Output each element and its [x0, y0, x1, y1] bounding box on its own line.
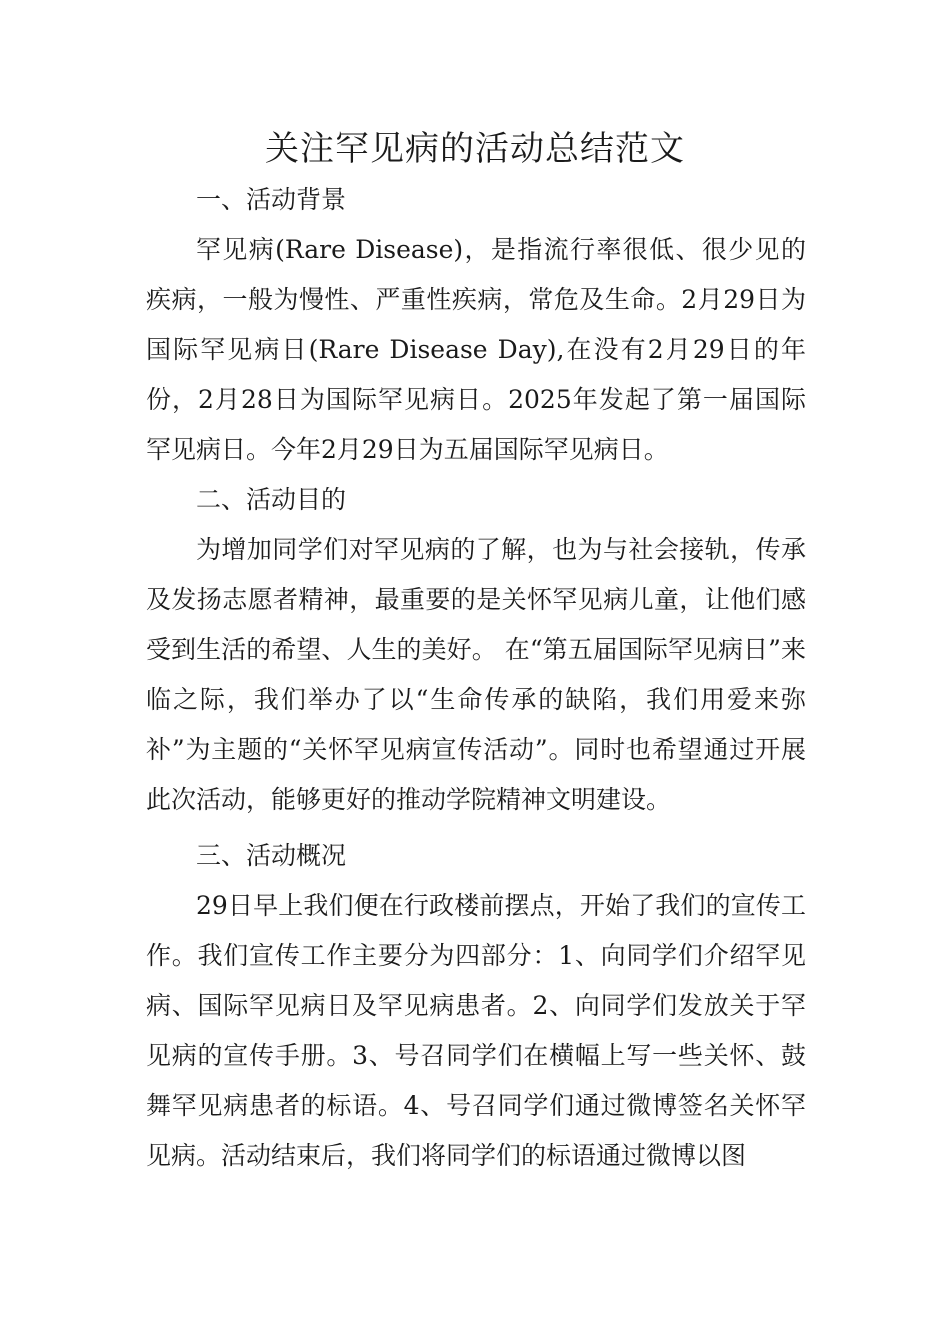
- section-paragraph-background: 罕见病(Rare Disease)，是指流行率很低、很少见的疾病，一般为慢性、严重性疾病，常危及生命。2月29日为国际罕见病日(Rare Disease Day),在没有2月29日的年份，2月28日为国际罕见病日。2025年发起了第一届国际罕见病日。今年2月29日为五届国际罕见病日。: [146, 235, 806, 464]
- section-paragraph-overview: 29日早上我们便在行政楼前摆点，开始了我们的宣传工作。我们宣传工作主要分为四部分：1、向同学们介绍罕见病、国际罕见病日及罕见病患者。2、向同学们发放关于罕见病的宣传手册。3、号召同学们在横幅上写一些关怀、鼓舞罕见病患者的标语。4、号召同学们通过微博签名关怀罕见病。活动结束后，我们将同学们的标语通过微博以图: [146, 891, 806, 1170]
- document-body: [146, 175, 806, 1181]
- document-title: 关注罕见病的活动总结范文: [265, 129, 685, 169]
- section-heading-overview: 三、活动概况: [196, 841, 347, 870]
- section-paragraph-purpose: 为增加同学们对罕见病的了解，也为与社会接轨，传承及发扬志愿者精神，最重要的是关怀罕见病儿童，让他们感受到生活的希望、人生的美好。 在“第五届国际罕见病日”来临之际，我们举办了以“生命传承的缺陷，我们用爱来弥补”为主题的“关怀罕见病宣传活动”。同时也希望通过开展此次活动，能够更好的推动学院精神文明建设。: [146, 535, 806, 814]
- section-heading-background: 一、活动背景: [196, 185, 347, 214]
- section-heading-purpose: 二、活动目的: [196, 485, 347, 514]
